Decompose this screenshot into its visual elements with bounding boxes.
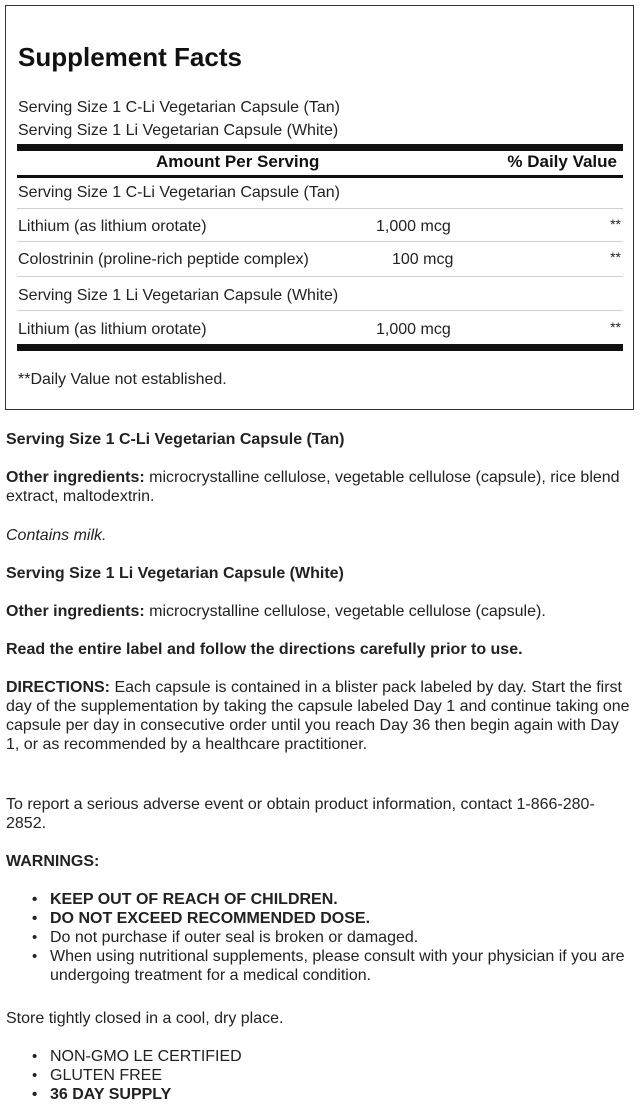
nutrient-amount: 100 mcg	[392, 251, 454, 268]
other-ingredients-text: microcrystalline cellulose, vegetable cellulose (capsule).	[144, 603, 546, 620]
group-label-white: Serving Size 1 Li Vegetarian Capsule (White)	[18, 287, 339, 304]
read-label-notice: Read the entire label and follow the directions carefully prior to use.	[6, 641, 523, 658]
white-other-ingredients	[6, 602, 630, 621]
nutrient-name: Lithium (as lithium orotate)	[18, 218, 207, 235]
row-divider	[17, 208, 623, 209]
nutrient-dv: **	[610, 249, 621, 265]
tan-other-ingredients	[6, 468, 630, 506]
storage-instructions: Store tightly closed in a cool, dry place.	[6, 1010, 284, 1027]
daily-value-footnote: **Daily Value not established.	[18, 371, 227, 388]
row-divider	[17, 241, 623, 242]
group-label-tan: Serving Size 1 C-Li Vegetarian Capsule (Tan)	[18, 184, 340, 201]
tan-capsule-heading: Serving Size 1 C-Li Vegetarian Capsule (Tan)	[6, 431, 345, 448]
white-capsule-heading: Serving Size 1 Li Vegetarian Capsule (White)	[6, 565, 344, 582]
nutrient-amount: 1,000 mcg	[376, 218, 451, 235]
warning-item: • KEEP OUT OF REACH OF CHILDREN.	[50, 890, 630, 909]
nutrient-dv: **	[610, 319, 621, 335]
directions-text: Each capsule is contained in a blister pack labeled by day. Start the first day of the supplementation by taking the capsule labeled Day 1 and continue taking one capsule per day in consecutive order until you reach Day 36 then begin again with Day 1, or as recommended by a healthcare practitioner.	[6, 679, 630, 753]
adverse-event-contact: To report a serious adverse event or obtain product information, contact 1-866-280-2852.	[6, 796, 595, 832]
feature-item: • NON-GMO LE CERTIFIED	[50, 1047, 630, 1066]
features-list	[6, 1047, 630, 1104]
nutrient-dv: **	[610, 216, 621, 232]
warnings-heading: WARNINGS:	[6, 853, 100, 870]
thick-rule-top	[17, 144, 623, 151]
feature-item: • GLUTEN FREE	[50, 1066, 630, 1085]
thick-rule-bottom	[17, 344, 623, 351]
facts-title: Supplement Facts	[18, 42, 242, 72]
nutrient-name: Lithium (as lithium orotate)	[18, 321, 207, 338]
header-daily-value: % Daily Value	[507, 152, 617, 171]
warnings-list	[6, 890, 630, 985]
directions-label: DIRECTIONS:	[6, 679, 110, 696]
row-divider	[17, 310, 623, 311]
serving-size-white: Serving Size 1 Li Vegetarian Capsule (White)	[18, 122, 339, 139]
serving-size-tan: Serving Size 1 C-Li Vegetarian Capsule (Tan)	[18, 99, 340, 116]
other-ingredients-text: microcrystalline cellulose, vegetable cellulose (capsule), rice blend extract, maltodextrin.	[6, 469, 620, 505]
warning-item: • Do not purchase if outer seal is broken or damaged.	[50, 928, 630, 947]
header-rule	[17, 175, 623, 178]
directions	[6, 678, 630, 754]
nutrient-name: Colostrinin (proline-rich peptide complex)	[18, 251, 309, 268]
feature-item: • 36 DAY SUPPLY	[50, 1085, 630, 1104]
header-amount-per-serving: Amount Per Serving	[156, 152, 320, 171]
supplement-facts-panel	[5, 5, 634, 410]
nutrient-amount: 1,000 mcg	[376, 321, 451, 338]
other-ingredients-label: Other ingredients:	[6, 603, 145, 620]
warning-item: • DO NOT EXCEED RECOMMENDED DOSE.	[50, 909, 630, 928]
allergen-statement: Contains milk.	[6, 527, 107, 544]
row-divider	[17, 276, 623, 277]
warning-item: • When using nutritional supplements, please consult with your physician if you are undergoing treatment for a medical condition.	[50, 947, 630, 985]
other-ingredients-label: Other ingredients:	[6, 469, 145, 486]
